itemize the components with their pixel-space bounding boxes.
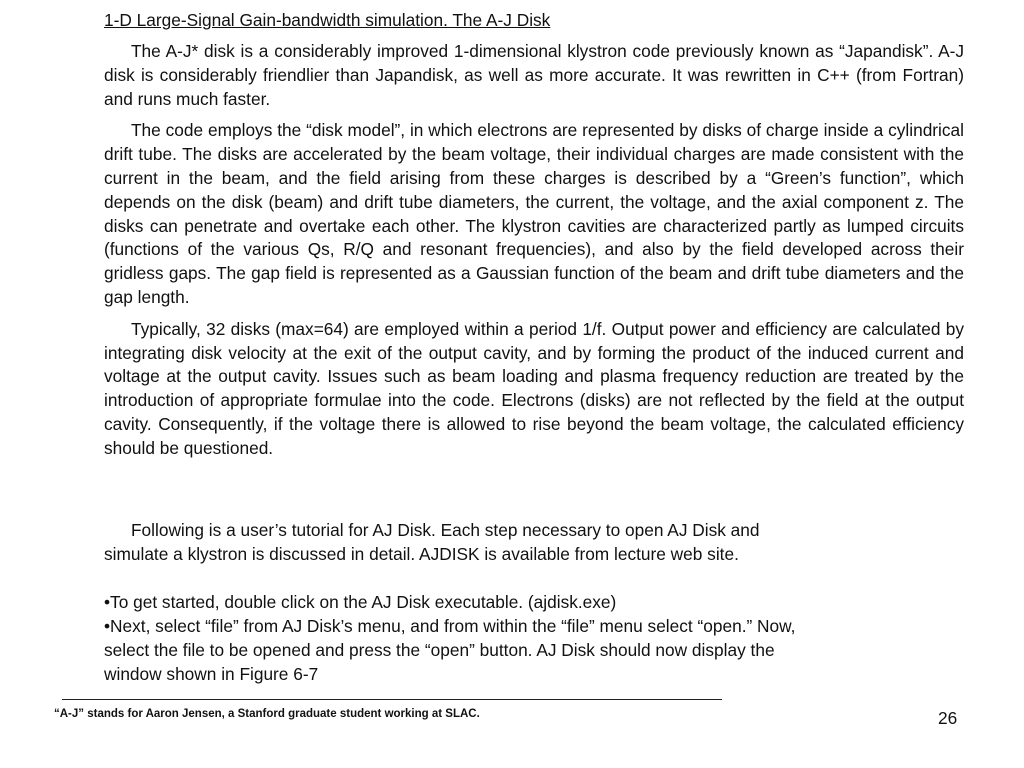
tutorial-step-2-line-3: window shown in Figure 6-7 (104, 664, 319, 684)
footnote: “A-J” stands for Aaron Jensen, a Stanford graduate student working at SLAC. (54, 708, 480, 720)
tutorial-section (104, 518, 924, 686)
tutorial-step-2-line-2: select the file to be opened and press the “open” button. AJ Disk should now display the (104, 640, 775, 660)
tutorial-step-1: •To get started, double click on the AJ Disk executable. (ajdisk.exe) (104, 592, 617, 612)
tutorial-step-2-line-1: •Next, select “file” from AJ Disk’s menu, and from within the “file” menu select “open.” Now, (104, 616, 796, 636)
tutorial-intro-line-2: simulate a klystron is discussed in detail. AJDISK is available from lecture web site. (104, 544, 739, 564)
paragraph-intro: The A-J* disk is a considerably improved 1-dimensional klystron code previously known as “Japandisk”. A-J disk is considerably friendlier than Japandisk, as well as more accurate. It was rewritten in C++ (from Fortran) and runs much faster. (104, 41, 964, 109)
page-number: 26 (938, 708, 958, 728)
paragraph-typical-disks: Typically, 32 disks (max=64) are employed within a period 1/f. Output power and efficiency are calculated by integrating disk velocity at the exit of the output cavity, and by forming the product of the induced current and voltage at the output cavity. Issues such as beam loading and plasma frequency reduction are treated by the introduction of appropriate formulae into the code. Electrons (disks) are not reflected by the field at the output cavity. Consequently, if the voltage there is allowed to rise beyond the beam voltage, the calculated efficiency should be questioned. (104, 318, 964, 458)
tutorial-intro-line-1: Following is a user’s tutorial for AJ Disk. Each step necessary to open AJ Disk and (131, 520, 760, 540)
footnote-divider (62, 699, 722, 700)
blank-line (104, 566, 924, 590)
section-heading: 1-D Large-Signal Gain-bandwidth simulation. The A-J Disk (104, 10, 551, 30)
paragraph-disk-model: The code employs the “disk model”, in which electrons are represented by disks of charge inside a cylindrical drift tube. The disks are accelerated by the beam voltage, their individual charges are made consistent with the current in the beam, and the field arising from these charges is described by a “Green’s function”, which depends on the disk (beam) and drift tube diameters, the current, the voltage, and the axial component z. The disks can penetrate and overtake each other. The klystron cavities are characterized partly as lumped circuits (functions of the various Qs, R/Q and resonant frequencies), and also by the field developed across their gridless gaps. The gap field is represented as a Gaussian function of the beam and drift tube diameters and the gap length. (104, 120, 964, 307)
document-body (104, 8, 964, 469)
